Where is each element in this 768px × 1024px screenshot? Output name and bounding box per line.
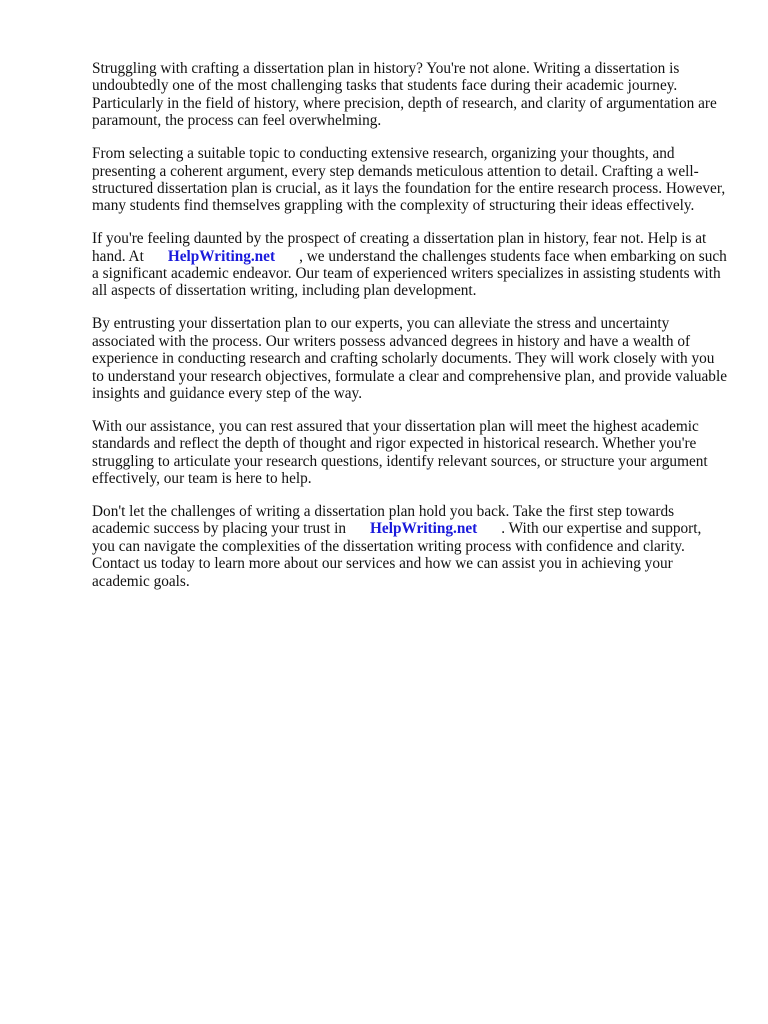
helpwriting-link-2[interactable]: HelpWriting.net <box>370 520 478 538</box>
helpwriting-link-1[interactable]: HelpWriting.net <box>167 247 276 265</box>
paragraph-help-tail: , we understand the challenges students face when embarking on such a significant academic endeavor. Our team of experienced writers specializes in assisting students with all aspects of dissertation writing, including plan development. <box>92 247 727 300</box>
paragraph-cta-lead: Don't let the challenges of writing a dissertation plan hold you back. Take the first step towards academic success by placing your trust in <box>92 503 675 538</box>
paragraph-experts: By entrusting your dissertation plan to our experts, you can alleviate the stress and uncertainty associated with the process. Our writers possess advanced degrees in history and have a wealth of experience in conducting research and crafting scholarly documents. They will work closely with you to understand your research objectives, formulate a clear and comprehensive plan, and provide valuable insights and guidance every step of the way. <box>92 315 727 402</box>
paragraph-cta-tail: . With our expertise and support, you can navigate the complexities of the dissertation writing process with confidence and clarity. Contact us today to learn more about our services and how we can assist you in achieving your academic goals. <box>92 520 702 590</box>
paragraph-intro: Struggling with crafting a dissertation plan in history? You're not alone. Writing a dissertation is undoubtedly one of the most challenging tasks that students face during their academic journey. Particularly in the field of history, where precision, depth of research, and clarity of argumentation are paramount, the process can feel overwhelming. <box>92 60 717 130</box>
paragraph-assistance: With our assistance, you can rest assured that your dissertation plan will meet the highest academic standards and reflect the depth of thought and rigor expected in historical research. Whether you're struggling to articulate your research questions, identify relevant sources, or structure your argument effectively, our team is here to help. <box>92 417 708 488</box>
paragraph-help-lead: If you're feeling daunted by the prospect of creating a dissertation plan in history, fear not. Help is at hand. At <box>92 230 707 265</box>
paragraph-call-to-action <box>92 503 728 590</box>
document-page <box>92 60 728 606</box>
paragraph-help <box>92 230 728 300</box>
paragraph-process: From selecting a suitable topic to conducting extensive research, organizing your thoughts, and presenting a coherent argument, every step demands meticulous attention to detail. Crafting a well-structured dissertation plan is crucial, as it lays the foundation for the entire research process. However, many students find themselves grappling with the complexity of structuring their ideas effectively. <box>92 145 726 215</box>
